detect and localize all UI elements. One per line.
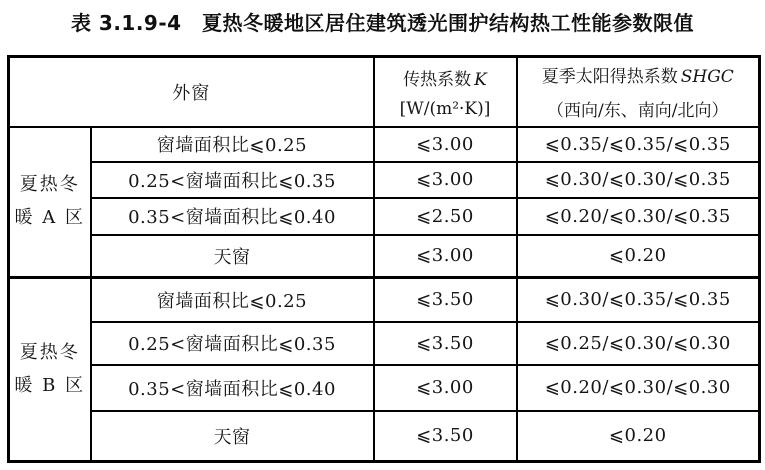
condition-cell: 窗墙面积比⩽0.25: [91, 278, 374, 322]
shgc-value-cell: ⩽0.35/⩽0.35/⩽0.35: [517, 127, 760, 162]
condition-cell: 0.35<窗墙面积比⩽0.40: [91, 365, 374, 411]
shgc-value-cell: ⩽0.25/⩽0.30/⩽0.30: [517, 322, 760, 365]
k-value-cell: ⩽3.00: [374, 127, 517, 162]
region-a-line1: 夏热冬: [19, 174, 80, 196]
condition-cell: 0.25<窗墙面积比⩽0.35: [91, 322, 374, 365]
shgc-value-cell: ⩽0.20: [517, 411, 760, 462]
shgc-header-symbol: SHGC: [680, 67, 734, 88]
header-cell-window: [9, 57, 374, 127]
shgc-value-cell: ⩽0.20: [517, 235, 760, 278]
table-caption: 表 3.1.9-4 夏热冬暖地区居住建筑透光围护结构热工性能参数限值: [70, 11, 695, 35]
k-value-cell: ⩽3.00: [374, 365, 517, 411]
table-row: [9, 365, 760, 411]
condition-cell: 窗墙面积比⩽0.25: [91, 127, 374, 162]
table-row: [9, 127, 760, 162]
shgc-header-title: [518, 62, 759, 87]
header-row: [9, 57, 760, 127]
table-row: [9, 411, 760, 462]
table-row: [9, 322, 760, 365]
region-cell-zone-b: [9, 278, 91, 462]
region-b-line1: 夏热冬: [19, 342, 80, 364]
k-value-cell: ⩽3.50: [374, 322, 517, 365]
shgc-value-cell: ⩽0.30/⩽0.35/⩽0.35: [517, 278, 760, 322]
condition-cell: 天窗: [91, 235, 374, 278]
shgc-header-directions: （西向/东、南向/北向）: [547, 101, 729, 122]
k-value-cell: ⩽3.00: [374, 235, 517, 278]
region-cell-zone-a: [9, 127, 91, 278]
condition-cell: 天窗: [91, 411, 374, 462]
shgc-value-cell: ⩽0.20/⩽0.30/⩽0.30: [517, 365, 760, 411]
k-value-cell: ⩽3.00: [374, 162, 517, 198]
header-cell-shgc: [517, 57, 760, 127]
table-row: [9, 235, 760, 278]
table-row: [9, 198, 760, 235]
k-value-cell: ⩽2.50: [374, 198, 517, 235]
header-cell-k: [374, 57, 517, 127]
shgc-header-name: 夏季太阳得热系数: [541, 67, 678, 88]
k-header-title: [375, 65, 516, 90]
condition-cell: 0.35<窗墙面积比⩽0.40: [91, 198, 374, 235]
shgc-value-cell: ⩽0.30/⩽0.30/⩽0.35: [517, 162, 760, 198]
k-value-cell: ⩽3.50: [374, 411, 517, 462]
region-b-line2: 暖 B 区: [14, 374, 86, 396]
region-a-line2: 暖 A 区: [14, 206, 85, 228]
shgc-value-cell: ⩽0.20/⩽0.30/⩽0.35: [517, 198, 760, 235]
table-row: [9, 278, 760, 322]
k-header-symbol: K: [474, 69, 487, 90]
thermal-limits-table: [7, 55, 761, 463]
k-header-name: 传热系数: [403, 69, 472, 90]
k-value-cell: ⩽3.50: [374, 278, 517, 322]
k-header-unit: [W/(m²·K)]: [399, 98, 491, 119]
condition-cell: 0.25<窗墙面积比⩽0.35: [91, 162, 374, 198]
table-row: [9, 162, 760, 198]
window-header-label: 外窗: [172, 82, 211, 104]
